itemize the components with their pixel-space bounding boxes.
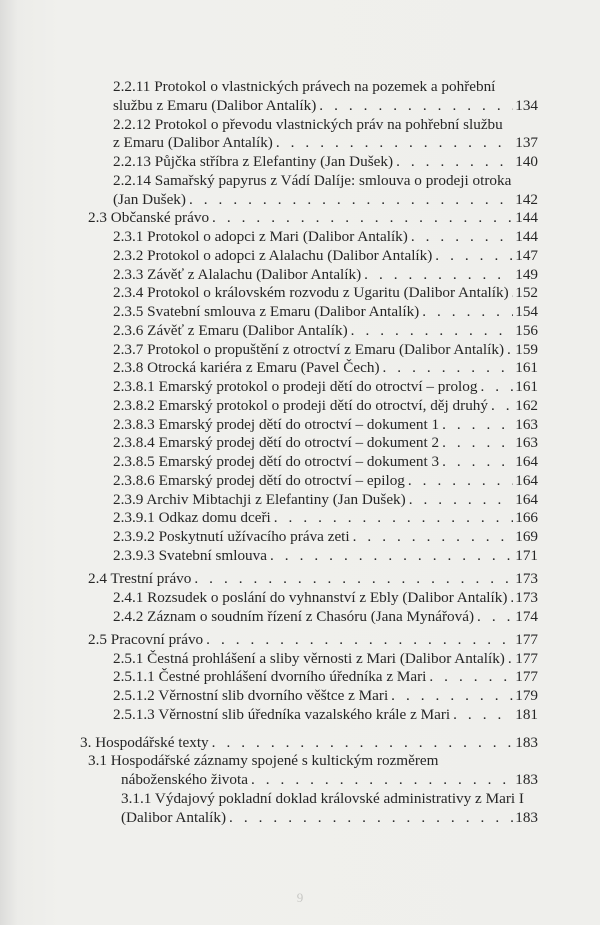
toc-entry	[0, 247, 600, 266]
table-of-contents	[0, 78, 600, 827]
toc-entry	[0, 378, 600, 397]
toc-entry	[0, 359, 600, 378]
dot-leader	[488, 397, 513, 416]
toc-entry-title: 2.3.5 Svatební smlouva z Emaru (Dalibor Antalík)	[113, 303, 420, 320]
dot-leader	[361, 266, 513, 285]
toc-entry	[0, 528, 600, 547]
toc-entry-title: 2.3.8.5 Emarský prodej dětí do otroctví – dokument 3	[113, 453, 440, 470]
toc-entry-title: náboženského života	[121, 771, 248, 788]
toc-entry-title: 2.3.9.1 Odkaz domu dceři	[113, 509, 271, 527]
toc-page-number: 181	[515, 705, 538, 723]
toc-entry-title: 3. Hospodářské texty	[80, 733, 209, 751]
toc-entry	[0, 303, 600, 322]
toc-page-number: 174	[515, 607, 538, 625]
toc-entry-title: 2.5.1.1 Čestné prohlášení dvorního úředníka z Mari	[113, 668, 427, 686]
toc-entry	[0, 472, 600, 491]
toc-entry	[0, 172, 600, 191]
toc-entry-title: 2.3 Občanské právo	[88, 209, 210, 227]
toc-entry-title: (Dalibor Antalík)	[121, 808, 227, 826]
toc-page-number: 163	[515, 434, 538, 452]
toc-page-number: 183	[515, 771, 538, 788]
dot-leader	[350, 528, 514, 547]
toc-entry	[0, 509, 600, 528]
toc-entry-title: 2.3.8 Otrocká kariéra z Emaru (Pavel Čech)	[113, 359, 380, 377]
toc-page-number: 164	[515, 471, 538, 489]
toc-entry	[0, 341, 600, 360]
toc-entry	[0, 570, 600, 589]
dot-leader	[393, 153, 513, 172]
dot-leader	[248, 771, 513, 790]
toc-page-number: 183	[515, 733, 538, 751]
toc-entry	[0, 687, 600, 706]
toc-page-number: 152	[515, 284, 538, 302]
toc-entry-title: 2.3.4 Protokol o královském rozvodu z Ugaritu (Dalibor Antalík)	[113, 284, 509, 302]
toc-page-number: 166	[515, 509, 538, 527]
toc-page-number: 169	[515, 528, 538, 545]
toc-entry-title: 2.3.9.2 Poskytnutí užívacího práva zeti	[113, 528, 350, 545]
dot-leader	[226, 809, 513, 828]
toc-page-number: 156	[515, 321, 538, 339]
toc-entry	[0, 397, 600, 416]
toc-page-number: 161	[515, 378, 538, 395]
toc-entry	[0, 78, 600, 97]
toc-entry	[0, 453, 600, 472]
dot-leader	[271, 509, 513, 528]
toc-page-number: 183	[515, 808, 538, 826]
toc-entry	[0, 134, 600, 153]
toc-entry-title: 2.3.2 Protokol o adopci z Alalachu (Dalibor Antalík)	[113, 246, 433, 264]
toc-page-number: 164	[515, 490, 538, 508]
toc-page-number: 149	[515, 265, 538, 283]
toc-entry-title: 2.3.7 Protokol o propuštění z otroctví z Emaru (Dalibor Antalík)	[113, 340, 505, 358]
dot-leader	[388, 687, 513, 706]
toc-entry	[0, 547, 600, 566]
toc-entry-title: 2.5.1 Čestná prohlášení a sliby věrnosti z Mari (Dalibor Antalík)	[113, 649, 505, 667]
dot-leader	[439, 416, 513, 435]
toc-entry-title: 2.3.3 Závěť z Alalachu (Dalibor Antalík)	[113, 265, 362, 283]
dot-leader	[439, 453, 513, 472]
toc-page-number: 164	[515, 453, 538, 470]
toc-entry-title: 2.3.9.3 Svatební smlouva	[113, 546, 267, 564]
toc-page-number: 154	[515, 303, 538, 320]
dot-leader	[267, 547, 513, 566]
toc-entry	[0, 434, 600, 453]
toc-entry	[0, 191, 600, 210]
dot-leader	[504, 341, 513, 360]
toc-entry-title: 2.2.14 Samařský papyrus z Vádí Dalíje: smlouva o prodeji otroka	[113, 171, 512, 189]
toc-entry	[0, 228, 600, 247]
toc-entry-title: 2.4 Trestní právo	[88, 570, 192, 587]
dot-leader	[419, 303, 513, 322]
toc-entry-title: 2.3.8.4 Emarský prodej dětí do otroctví – dokument 2	[113, 434, 440, 452]
dot-leader	[380, 359, 514, 378]
toc-entry	[0, 491, 600, 510]
toc-entry-title: 3.1.1 Výdajový pokladní doklad královské administrativy z Mari I	[121, 789, 524, 807]
toc-entry-title: 2.4.2 Záznam o soudním řízení z Chasóru (Jana Mynářová)	[113, 607, 475, 625]
toc-entry-title: 2.2.11 Protokol o vlastnických právech na pozemek a pohřební	[113, 78, 496, 95]
dot-leader	[405, 472, 513, 491]
dot-leader	[450, 706, 513, 725]
toc-entry	[0, 116, 600, 135]
toc-entry-title: 3.1 Hospodářské záznamy spojené s kultickým rozměrem	[88, 752, 439, 770]
toc-entry-title: z Emaru (Dalibor Antalík)	[113, 134, 273, 152]
dot-leader	[209, 209, 513, 228]
toc-entry	[0, 284, 600, 303]
toc-entry	[0, 809, 600, 828]
toc-entry-title: 2.3.9 Archiv Mibtachji z Elefantiny (Jan Dušek)	[113, 490, 406, 508]
toc-entry	[0, 650, 600, 669]
toc-entry	[0, 322, 600, 341]
toc-page-number: 173	[515, 570, 538, 587]
toc-page-number: 137	[515, 134, 538, 152]
toc-page-number: 177	[515, 668, 538, 686]
toc-entry	[0, 209, 600, 228]
dot-leader	[505, 650, 513, 669]
toc-page-number: 163	[515, 415, 538, 433]
toc-entry-title: 2.3.6 Závěť z Emaru (Dalibor Antalík)	[113, 321, 348, 339]
toc-entry	[0, 266, 600, 285]
toc-page-number: 177	[515, 630, 538, 648]
toc-page-number: 171	[515, 546, 538, 564]
toc-entry-title: 2.2.12 Protokol o převodu vlastnických práv na pohřební službu	[113, 115, 503, 133]
dot-leader	[316, 97, 513, 116]
toc-entry	[0, 771, 600, 790]
toc-entry-title: (Jan Dušek)	[113, 190, 186, 208]
dot-leader	[209, 734, 514, 753]
toc-entry	[0, 752, 600, 771]
dot-leader	[474, 608, 513, 627]
toc-entry	[0, 668, 600, 687]
toc-entry-title: 2.3.8.3 Emarský prodej dětí do otroctví – dokument 1	[113, 415, 440, 433]
dot-leader	[191, 570, 513, 589]
toc-entry-title: 2.5.1.3 Věrnostní slib úředníka vazalského krále z Mari	[113, 705, 451, 723]
toc-page-number: 162	[515, 396, 538, 414]
toc-entry	[0, 790, 600, 809]
toc-entry-title: 2.4.1 Rozsudek o poslání do vyhnanství z Ebly (Dalibor Antalík)	[113, 588, 508, 606]
toc-page-number: 179	[515, 687, 538, 704]
dot-leader	[203, 631, 513, 650]
dot-leader	[426, 668, 513, 687]
toc-page-number: 159	[515, 340, 538, 358]
toc-entry	[0, 97, 600, 116]
toc-entry-title: 2.3.8.2 Emarský protokol o prodeji dětí do otroctví, děj druhý	[113, 396, 488, 414]
dot-leader	[439, 434, 513, 453]
toc-entry-title: službu z Emaru (Dalibor Antalík)	[113, 96, 317, 114]
toc-entry-title: 2.2.13 Půjčka stříbra z Elefantiny (Jan Dušek)	[113, 153, 394, 170]
toc-page-number: 144	[515, 209, 538, 227]
dot-leader	[406, 491, 514, 510]
toc-page-number: 134	[515, 96, 538, 114]
toc-entry-title: 2.5 Pracovní právo	[88, 630, 204, 648]
toc-page-number: 142	[515, 190, 538, 208]
dot-leader	[477, 378, 513, 397]
toc-page-number: 144	[515, 228, 538, 245]
toc-entry	[0, 608, 600, 627]
toc-entry	[0, 589, 600, 608]
toc-entry-title: 2.3.1 Protokol o adopci z Mari (Dalibor Antalík)	[113, 228, 408, 245]
toc-page-number: 161	[515, 359, 538, 377]
dot-leader	[348, 322, 514, 341]
toc-page-number: 140	[515, 153, 538, 170]
page-number: 9	[296, 890, 304, 905]
toc-entry	[0, 416, 600, 435]
toc-entry-title: 2.3.8.1 Emarský protokol o prodeji dětí do otroctví – prolog	[113, 378, 478, 395]
toc-page-number: 173	[515, 588, 538, 606]
toc-page-number: 177	[515, 649, 538, 667]
toc-entry-title: 2.5.1.2 Věrnostní slib dvorního věštce z Mari	[113, 687, 389, 704]
dot-leader	[186, 191, 513, 210]
dot-leader	[273, 134, 513, 153]
toc-entry	[0, 734, 600, 753]
toc-page-number: 147	[515, 246, 538, 264]
dot-leader	[408, 228, 513, 247]
toc-entry-title: 2.3.8.6 Emarský prodej dětí do otroctví – epilog	[113, 471, 405, 489]
toc-entry	[0, 153, 600, 172]
toc-entry	[0, 706, 600, 725]
toc-entry	[0, 631, 600, 650]
dot-leader	[432, 247, 513, 266]
